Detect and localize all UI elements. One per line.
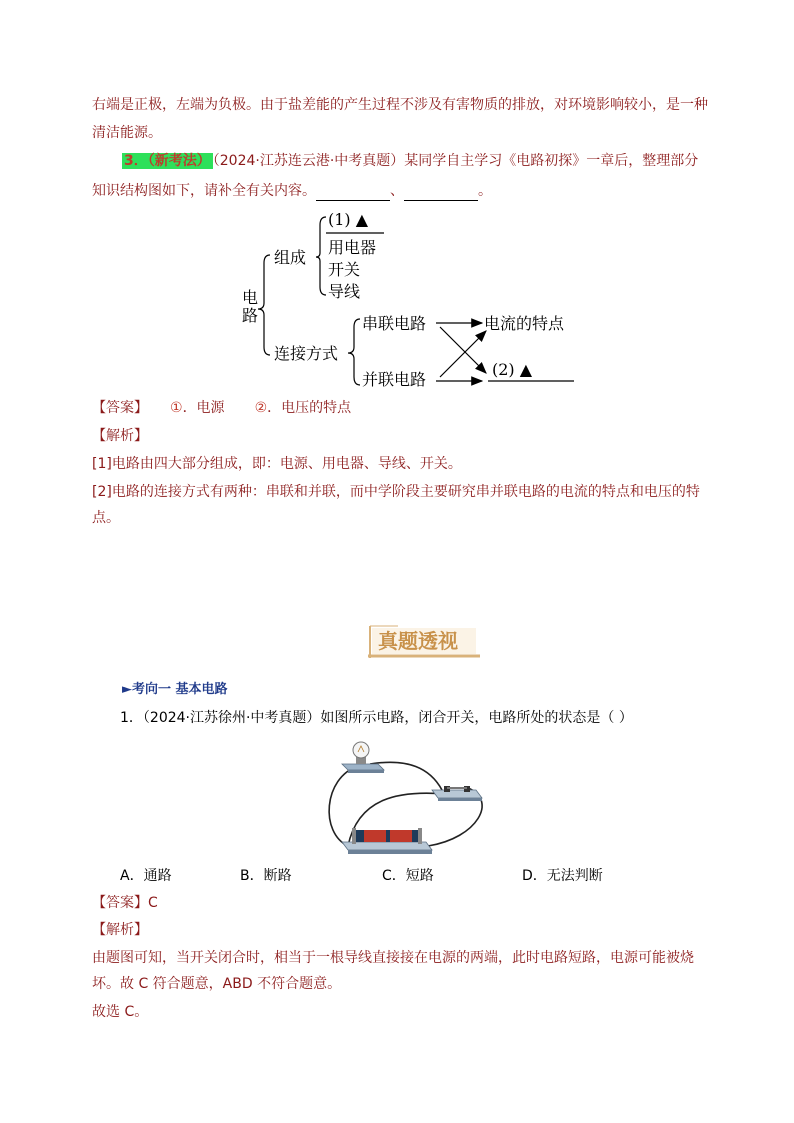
q3-blank-1[interactable]: [316, 186, 390, 201]
connection-brace: [348, 319, 360, 385]
q3-stem-line-1: [122, 151, 698, 171]
connection-label: 连接方式: [274, 344, 339, 363]
item-wire: 导线: [328, 282, 361, 301]
q3-analysis-p3: 点。: [92, 510, 120, 526]
q3-number-badge: 3．（新考法）: [124, 153, 211, 169]
q3-stem-1: 某同学自主学习《电路初探》一章后，整理部分: [404, 153, 699, 169]
blank-1-label: (1) ▲: [328, 210, 369, 229]
circuit-knowledge-diagram: [236, 205, 586, 395]
choice-d[interactable]: D．无法判断: [522, 868, 603, 884]
q1-answer-line: 【答案】C: [92, 895, 158, 911]
item-switch: 开关: [328, 260, 361, 279]
q3-source: （2024·江苏连云港·中考真题）: [212, 153, 405, 169]
q3-stem-line-2: 知识结构图如下，请补全有关内容。 、 。: [92, 183, 492, 199]
q3-analysis-p1: [1]电路由四大部分组成，即：电源、用电器、导线、开关。: [92, 456, 462, 472]
section-banner: [368, 616, 480, 660]
q1-answer-value: C: [148, 895, 158, 911]
q1-stem: 1．（2024·江苏徐州·中考真题）如图所示电路，闭合开关，电路所处的状态是（ ）: [120, 710, 633, 726]
q3-analysis-p2: [2]电路的连接方式有两种：串联和并联，而中学阶段主要研究串并联电路的电流的特点和电压的特: [92, 484, 700, 500]
prev-text-line-1: 右端是正极，左端为负极。由于盐差能的产生过程不涉及有害物质的排放，对环境影响较小，是一种: [92, 97, 708, 113]
composition-brace: [316, 217, 326, 295]
section-banner-title: 真题透视: [378, 629, 458, 653]
q1-analysis-p2: 坏。故 C 符合题意，ABD 不符合题意。: [92, 976, 342, 992]
choice-a[interactable]: A．通路: [120, 868, 172, 884]
q3-answer-line: 【答案】 ①．电源 ②．电压的特点: [92, 400, 352, 416]
root-brace: [258, 255, 270, 355]
root-char-top: 电: [242, 288, 259, 307]
composition-label: 组成: [274, 248, 307, 267]
topic-heading: ►考向一 基本电路: [122, 682, 228, 697]
prev-text-line-2: 清洁能源。: [92, 125, 162, 141]
choice-b[interactable]: B．断路: [240, 868, 292, 884]
item-appliance: 用电器: [328, 238, 377, 257]
q1-analysis-p3: 故选 C。: [92, 1004, 149, 1020]
root-char-bottom: 路: [242, 306, 259, 325]
current-feature-label: 电流的特点: [484, 314, 565, 333]
circuit-figure: [318, 738, 494, 860]
blank-2-label: (2) ▲: [492, 360, 533, 379]
arrow-series-blank: [440, 327, 486, 373]
q3-analysis-label: 【解析】: [92, 428, 148, 444]
q3-blank-2[interactable]: [404, 186, 478, 201]
arrow-parallel-current: [440, 331, 486, 377]
q1-analysis-label: 【解析】: [92, 922, 148, 938]
q1-analysis-p1: 由题图可知，当开关闭合时，相当于一根导线直接接在电源的两端，此时电路短路，电源可能被烧: [92, 950, 694, 966]
parallel-circuit-label: 并联电路: [362, 370, 427, 389]
choice-c[interactable]: C．短路: [382, 868, 434, 884]
series-circuit-label: 串联电路: [362, 314, 427, 333]
